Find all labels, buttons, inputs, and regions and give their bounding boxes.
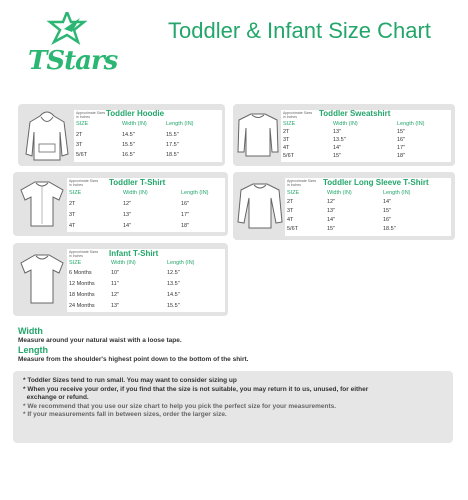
table-cell: 3T: [287, 208, 294, 214]
table-cell: 12.5": [167, 270, 180, 276]
table-cell: 14.5": [167, 292, 180, 298]
table-cell: 18.5": [166, 152, 179, 158]
long-sleeve-icon: [237, 182, 283, 230]
table-cell: 12": [123, 201, 132, 207]
table-cell: 13.5": [167, 281, 180, 287]
table-cell: 14": [123, 223, 132, 229]
panel-toddler-hoodie: [18, 104, 225, 166]
table-cell: 18.5": [383, 226, 396, 232]
col-size: SIZE: [287, 190, 300, 196]
table-cell: 15": [333, 153, 342, 159]
table-cell: 18": [397, 153, 406, 159]
col-size: SIZE: [69, 190, 82, 196]
table-title: Toddler Hoodie: [106, 109, 165, 118]
approx-note: Approximate Sizes in Inches: [287, 179, 317, 187]
infant-tshirt-icon: [19, 253, 65, 305]
panel-infant-tshirt: [13, 243, 228, 316]
table-cell: 2T: [287, 199, 294, 205]
brand-logo: [10, 8, 130, 88]
table-cell: 15": [327, 226, 336, 232]
table-cell: 4T: [283, 145, 290, 151]
hoodie-icon: [24, 110, 70, 162]
table-cell: 14": [333, 145, 342, 151]
col-size: SIZE: [69, 260, 82, 266]
disclaimer-line: * Toddler Sizes tend to run small. You may want to consider sizing up: [23, 377, 237, 384]
col-width: Width (IN): [123, 190, 148, 196]
table-title: Infant T-Shirt: [109, 249, 159, 258]
width-text: Measure around your natural waist with a loose tape.: [18, 337, 182, 344]
approx-note: Approximate Sizes in Inches: [283, 111, 313, 119]
table-cell: 12": [111, 292, 120, 298]
table-cell: 5/6T: [76, 152, 88, 158]
length-heading: Length: [18, 345, 48, 355]
table-cell: 3T: [283, 137, 290, 143]
panel-toddler-sweatshirt: [233, 104, 455, 166]
table-cell: 14": [327, 217, 336, 223]
table-cell: 24 Months: [69, 303, 95, 309]
table-cell: 4T: [69, 223, 76, 229]
table-cell: 18 Months: [69, 292, 95, 298]
table-title: Toddler Sweatshirt: [319, 109, 391, 118]
sweatshirt-icon: [237, 112, 279, 158]
col-length: Length (IN): [166, 121, 194, 127]
table-cell: 14.5": [122, 132, 135, 138]
approx-note: Approximate Sizes in Inches: [76, 111, 106, 119]
table-cell: 16": [397, 137, 406, 143]
table-cell: 17.5": [166, 142, 179, 148]
header: [0, 0, 468, 90]
table-cell: 16": [181, 201, 190, 207]
disclaimer-line: * If your measurements fall in between sizes, order the larger size.: [23, 411, 227, 418]
table-cell: 15": [383, 208, 392, 214]
table-cell: 12": [327, 199, 336, 205]
table-cell: 17": [397, 145, 406, 151]
table-cell: 14": [383, 199, 392, 205]
table-cell: 3T: [69, 212, 76, 218]
col-length: Length (IN): [181, 190, 209, 196]
panel-toddler-tshirt: [13, 172, 228, 236]
table-cell: 15.5": [166, 132, 179, 138]
col-width: Width (IN): [111, 260, 136, 266]
table-cell: 13.5": [333, 137, 346, 143]
length-text: Measure from the shoulder's highest point down to the bottom of the shirt.: [18, 356, 249, 363]
table-cell: 15.5": [167, 303, 180, 309]
table-cell: 6 Months: [69, 270, 92, 276]
table-cell: 12 Months: [69, 281, 95, 287]
table-cell: 13": [333, 129, 342, 135]
table-cell: 10": [111, 270, 120, 276]
col-size: SIZE: [76, 121, 89, 127]
page-title: Toddler & Infant Size Chart: [168, 18, 431, 43]
table-cell: 13": [123, 212, 132, 218]
col-length: Length (IN): [167, 260, 195, 266]
col-width: Width (IN): [327, 190, 352, 196]
table-title: Toddler Long Sleeve T-Shirt: [323, 178, 429, 187]
table-cell: 11": [111, 281, 119, 287]
measure-notes: [18, 326, 458, 364]
disclaimer-line: * When you receive your order, if you find that the size is not suitable, you may return it to us, unused, for either: [23, 385, 369, 393]
table-cell: 5/6T: [287, 226, 299, 232]
table-cell: 4T: [287, 217, 294, 223]
table-cell: 17": [181, 212, 190, 218]
table-cell: 2T: [283, 129, 290, 135]
col-length: Length (IN): [383, 190, 411, 196]
panel-toddler-long-sleeve: [233, 172, 455, 240]
tshirt-icon: [19, 180, 65, 228]
disclaimer-line: exchange or refund.: [23, 394, 89, 401]
approx-note: Approximate Sizes in Inches: [69, 250, 99, 258]
col-length: Length (IN): [397, 121, 425, 127]
table-cell: 13": [111, 303, 120, 309]
approx-note: Approximate Sizes in Inches: [69, 179, 99, 187]
brand-name: TStars: [28, 46, 118, 76]
col-width: Width (IN): [333, 121, 358, 127]
width-heading: Width: [18, 326, 43, 336]
disclaimer-box: [13, 371, 453, 443]
table-cell: 3T: [76, 142, 83, 148]
disclaimer-line: * We recommend that you use our size chart to help you pick the perfect size for your measurements.: [23, 402, 337, 410]
table-cell: 15": [397, 129, 406, 135]
table-cell: 5/6T: [283, 153, 295, 159]
table-cell: 2T: [76, 132, 83, 138]
table-title: Toddler T-Shirt: [109, 178, 166, 187]
table-cell: 2T: [69, 201, 76, 207]
table-cell: 13": [327, 208, 336, 214]
table-cell: 16": [383, 217, 392, 223]
table-cell: 16.5": [122, 152, 135, 158]
col-width: Width (IN): [122, 121, 147, 127]
table-cell: 18": [181, 223, 190, 229]
col-size: SIZE: [283, 121, 296, 127]
table-cell: 15.5": [122, 142, 135, 148]
